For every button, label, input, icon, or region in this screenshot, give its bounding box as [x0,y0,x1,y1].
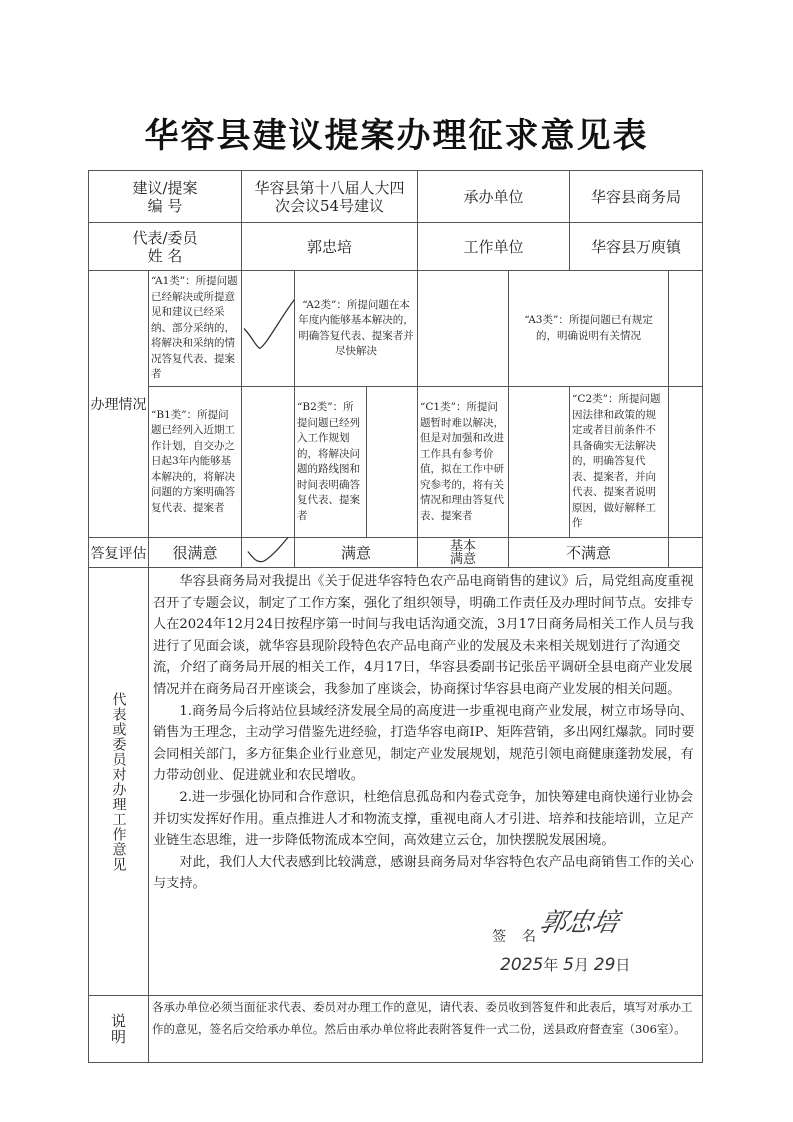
handwritten-signature: 郭忠培 [537,908,622,938]
rating-very-satisfied: 很满意 [149,538,242,568]
category-b1: “B1类”：所提问题已经列入近期工作计划，自交办之日起3年内能够基本解决的，将解决问题的方案明确答复代表、提案者 [149,387,242,538]
date-day-unit: 日 [615,956,631,974]
opinion-paragraph: 华容县商务局对我提出《关于促进华容特色农产品电商销售的建议》后，局党组高度重视召开了专题会议，制定了工作方案，强化了组织领导，明确工作责任及办理时间节点。安排专人在2024年12月24日按程序第一时间与我电话沟通交流，3月17日商务局相关工作人员与我进行了见面会谈，就华容县现阶段特色农产品电商产业的发展及未来相关规划进行了沟通交流，介绍了商务局开展的相关工作，4月17日，华容县委副书记张岳平调研全县电商产业发展情况并在商务局召开座谈会，我参加了座谈会，协商探讨华容县电商产业发展的相关问题。 [153,574,694,697]
signature-label: 签名 [492,929,553,945]
note-label-cell [89,996,149,1063]
work-unit-value: 华容县万庾镇 [570,223,703,271]
opinion-label-cell [89,568,149,996]
feedback-form-table [88,170,703,1063]
category-a2: “A2类”：所提问题在本年度内能够基本解决的，明确答复代表、提案者并尽快解决 [295,271,418,387]
checkmark-icon [242,538,294,567]
empty-cell [418,271,509,387]
note-label: 说明 [109,1013,127,1045]
date-month: 5 [563,955,574,975]
note-text: 各承办单位必须当面征求代表、委员对办理工作的意见，请代表、委员收到答复件和此表后，填写对承办工作的意见，签名后交给承办单位。然后由承办单位将此表附答复件一式二份，送县政府督查室（306室）。 [149,996,703,1063]
category-c2-check-cell[interactable] [669,387,703,538]
proposal-number-value: 华容县第十八届人大四次会议54号建议 [242,171,418,223]
rating-basically-satisfied[interactable]: 基本 满意 [418,538,509,568]
empty-cell [669,271,703,387]
signature-block [482,908,682,989]
rating-very-satisfied-check-cell[interactable] [242,538,295,568]
rating-satisfied[interactable]: 满意 [295,538,418,568]
opinion-paragraph: 1.商务局今后将站位县域经济发展全局的高度进一步重视电商产业发展，树立市场导向、销售为王理念，主动学习借鉴先进经验，打造华容电商IP、矩阵营销，多出网红爆款。同时要会同相关部门，多方征集企业行业意见，制定产业发展规划，规范引领电商健康蓬勃发展，有力带动创业、促进就业和农民增收。 [153,703,695,784]
category-c1: “C1类”：所提问题暂时难以解决，但是对加强和改进工作具有参考价值，拟在工作中研究参考的，将有关情况和理由答复代表、提案者 [418,387,509,538]
proposal-number-label: 建议/提案 编 号 [89,171,242,223]
handling-unit-value: 华容县商务局 [570,171,703,223]
signature-date [500,955,630,977]
date-day: 29 [593,955,616,975]
date-month-unit: 月 [573,956,589,974]
evaluation-label: 答复评估 [89,538,149,568]
empty-cell [669,538,703,568]
delegate-name-value: 郭忠培 [242,223,418,271]
checkmark-icon [242,271,294,386]
date-year: 2025 [500,955,544,975]
category-c2: “C2类”：所提问题因法律和政策的规定或者目前条件不具备确实无法解决的，明确答复代表、提案者，并向代表、提案者说明原因，做好解释工作 [570,387,669,538]
opinion-content[interactable] [149,568,703,996]
delegate-name-label: 代表/委员 姓 名 [89,223,242,271]
category-c1-check-cell[interactable] [509,387,570,538]
category-b2: “B2类”：所提问题已经列入工作规划的，将解决问题的路线图和时间表明确答复代表、提案者 [295,387,367,538]
category-b1-check-cell[interactable] [242,387,295,538]
date-year-unit: 年 [543,956,559,974]
rating-unsatisfied[interactable]: 不满意 [509,538,669,568]
page-title: 华容县建议提案办理征求意见表 [144,116,649,156]
category-a1-check-cell[interactable] [242,271,295,387]
category-a3: “A3类”：所提问题已有规定的，明确说明有关情况 [509,271,669,387]
category-b2-check-cell[interactable] [367,387,418,538]
work-unit-label: 工作单位 [418,223,570,271]
handling-unit-label: 承办单位 [418,171,570,223]
handling-label: 办理情况 [89,271,149,538]
opinion-label: 代表或委员对办理工作意见 [110,691,127,872]
category-a1: “A1类”：所提问题已经解决或所提意见和建议已经采纳、部分采纳的，将解决和采纳的情况答复代表、提案者 [149,271,242,387]
opinion-paragraph: 2.进一步强化协同和合作意识，杜绝信息孤岛和内卷式竞争，加快筹建电商快递行业协会并切实发挥好作用。重点推进人才和物流支撑，重视电商人才引进、培养和技能培训，立足产业链生态思维，进一步降低物流成本空间，高效建立云仓，加快摆脱发展困境。 [153,789,694,849]
opinion-paragraph: 对此，我们人大代表感到比较满意，感谢县商务局对华容特色农产品电商销售工作的关心与支持。 [153,854,694,892]
